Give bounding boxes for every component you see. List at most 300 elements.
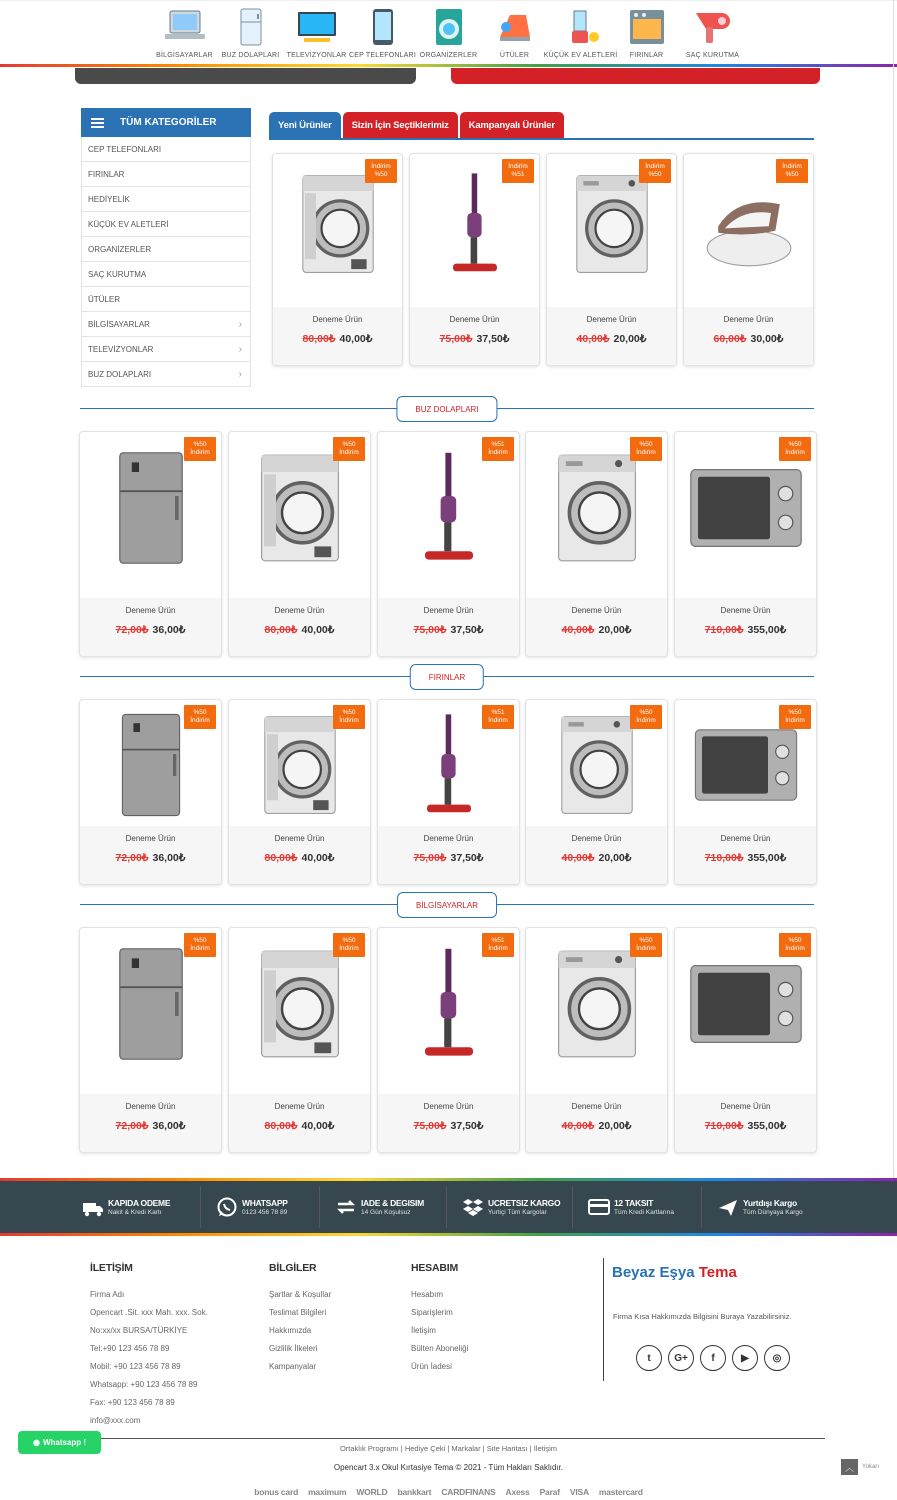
feature-text [108, 1198, 170, 1217]
category-8[interactable] [677, 1, 749, 66]
old-price: 75,00₺ [413, 852, 447, 864]
section-title-1 [80, 661, 814, 691]
product-prices [526, 852, 667, 864]
new-price: 40,00₺ [301, 852, 335, 864]
feature-5 [717, 1190, 803, 1224]
badge-line-2: İndirim [339, 945, 359, 952]
badge-line-1: %50 [342, 937, 356, 944]
new-price: 20,00₺ [613, 333, 647, 345]
old-price: 72,00₺ [115, 1120, 149, 1132]
sidebar-item-9[interactable] [81, 362, 251, 387]
feature-separator [446, 1186, 447, 1228]
feature-text [488, 1198, 560, 1217]
section-title-2 [80, 889, 814, 919]
sidebar-item-label: BUZ DOLAPLARI [88, 369, 152, 379]
product-info [526, 1094, 667, 1152]
sidebar-item-6[interactable] [81, 287, 251, 312]
product-name[interactable]: Deneme Ürün [125, 1102, 176, 1111]
footer-link[interactable]: Site Haritası [486, 1444, 528, 1453]
product-prices [80, 1120, 221, 1132]
product-name[interactable]: Deneme Ürün [720, 606, 771, 615]
section-pill[interactable]: FIRINLAR [410, 664, 484, 690]
product-name[interactable]: Deneme Ürün [571, 834, 622, 843]
feature-separator [701, 1186, 702, 1228]
product-prices [410, 333, 539, 345]
payment-logo: VISA [569, 1487, 589, 1497]
old-price: 75,00₺ [413, 624, 447, 636]
product-name[interactable]: Deneme Ürün [423, 1102, 474, 1111]
feature-4 [588, 1190, 674, 1224]
link-separator: | [445, 1444, 452, 1453]
category-label: BUZ DOLAPLARI [221, 52, 280, 59]
badge-line-1: %50 [639, 937, 653, 944]
new-price: 40,00₺ [339, 333, 373, 345]
new-price: 37,50₺ [450, 1120, 484, 1132]
discount-badge [630, 933, 662, 957]
badge-line-1: %50 [639, 709, 653, 716]
badge-line-1: %50 [639, 441, 653, 448]
badge-line-1: %50 [342, 441, 356, 448]
product-info [675, 826, 816, 884]
feature-subtitle: Tüm Kredi Kartlarına [614, 1208, 674, 1216]
payment-logo: Axess [505, 1487, 530, 1497]
new-price: 20,00₺ [598, 1120, 632, 1132]
footer-line[interactable]: Siparişlerim [411, 1308, 453, 1317]
badge-line-1: %50 [788, 441, 802, 448]
footer-link[interactable]: Ortaklık Programı [339, 1444, 399, 1453]
footer-line[interactable]: Hakkımızda [269, 1326, 312, 1335]
category-label: SAÇ KURUTMA [685, 52, 740, 59]
footer-line[interactable]: Hesabım [411, 1290, 444, 1299]
product-card[interactable] [674, 699, 817, 885]
product-name[interactable]: Deneme Ürün [720, 1102, 771, 1111]
sidebar-item-label: BİLGİSAYARLAR [88, 319, 150, 329]
whatsapp-button[interactable] [18, 1431, 101, 1454]
product-name[interactable]: Deneme Ürün [423, 606, 474, 615]
tab-underline [269, 138, 814, 140]
footer-link[interactable]: Hediye Çeki [404, 1444, 446, 1453]
product-prices [675, 1120, 816, 1132]
product-prices [684, 333, 813, 345]
footer-links [0, 1444, 897, 1453]
badge-line-2: İndirim [636, 717, 656, 724]
payment-logo: WORLD [356, 1487, 388, 1497]
old-price: 40,00₺ [561, 852, 595, 864]
product-info [378, 1094, 519, 1152]
product-image[interactable] [240, 448, 360, 568]
badge-line-2: İndirim [190, 449, 210, 456]
product-card[interactable] [377, 699, 520, 885]
new-price: 20,00₺ [598, 624, 632, 636]
sidebar-title: TÜM KATEGORİLER [120, 117, 217, 128]
badge-line-1: %50 [193, 709, 207, 716]
product-card[interactable] [79, 927, 222, 1153]
footer-contact-lines [90, 1286, 240, 1430]
old-price: 710,00₺ [704, 852, 744, 864]
product-info [229, 598, 370, 656]
badge-line-1: %50 [788, 937, 802, 944]
brand-part-2: Tema [698, 1264, 737, 1281]
badge-line-1: %51 [491, 937, 505, 944]
badge-line-2: İndirim [785, 449, 805, 456]
feature-subtitle: 14 Gün Koşulsuz [361, 1208, 411, 1216]
old-price: 75,00₺ [439, 333, 473, 345]
product-card[interactable] [683, 153, 814, 366]
product-card[interactable] [674, 927, 817, 1153]
slider-banner-left[interactable] [75, 68, 416, 84]
old-price: 40,00₺ [561, 624, 595, 636]
product-image[interactable] [686, 944, 806, 1064]
oven-icon [624, 7, 670, 47]
sidebar-item-label: KÜÇÜK EV ALETLERİ [88, 219, 169, 229]
badge-line-1: %51 [491, 709, 505, 716]
badge-line-2: %50 [648, 171, 662, 178]
footer-contact-title: İLETİŞİM [90, 1262, 133, 1274]
phone-icon [360, 7, 406, 47]
category-1[interactable] [215, 1, 287, 66]
badge-line-2: İndirim [339, 449, 359, 456]
product-info [378, 598, 519, 656]
chevron-up-icon: ︿ [841, 1459, 858, 1475]
fridge-icon [228, 7, 274, 47]
new-price: 355,00₺ [747, 624, 787, 636]
feature-subtitle: Nakit & Kredi Kartı [108, 1208, 162, 1216]
product-image[interactable] [389, 448, 509, 568]
badge-line-2: İndirim [488, 717, 508, 724]
product-name[interactable]: Deneme Ürün [274, 606, 325, 615]
features-strip [0, 1178, 897, 1236]
product-image[interactable] [91, 448, 211, 568]
product-card[interactable] [377, 927, 520, 1153]
return-icon [335, 1196, 357, 1218]
truck-icon [82, 1196, 104, 1218]
social-button-1[interactable] [668, 1345, 694, 1371]
old-price: 80,00₺ [302, 333, 336, 345]
whatsapp-label: Whatsapp ! [42, 1438, 87, 1447]
category-label: BİLGİSAYARLAR [156, 52, 213, 59]
sidebar-item-2[interactable] [81, 187, 251, 212]
footer-line[interactable]: Teslimat Bilgileri [269, 1308, 327, 1317]
category-0[interactable] [149, 1, 221, 66]
badge-line-2: İndirim [190, 945, 210, 952]
product-image[interactable] [91, 944, 211, 1064]
product-card[interactable] [272, 153, 403, 366]
social-links [636, 1345, 790, 1371]
sidebar-item-7[interactable] [81, 312, 251, 337]
product-card[interactable] [228, 431, 371, 657]
product-card[interactable] [525, 927, 668, 1153]
badge-line-1: İndirim [782, 163, 802, 170]
footer-vertical-divider [603, 1258, 604, 1381]
category-label: ORGANİZERLER [419, 52, 478, 59]
footer-divider [80, 1438, 825, 1439]
product-name[interactable]: Deneme Ürün [586, 315, 637, 324]
feature-subtitle: 0123 456 78 89 [242, 1208, 288, 1216]
footer-line[interactable]: Gizlilik İlkeleri [269, 1344, 318, 1353]
rainbow-divider [0, 64, 897, 67]
footer-line[interactable]: İletişim [411, 1326, 436, 1335]
new-price: 20,00₺ [598, 852, 632, 864]
payment-logo: bonus card [254, 1487, 299, 1497]
payment-logo: mastercard [598, 1487, 643, 1497]
product-name[interactable]: Deneme Ürün [423, 834, 474, 843]
product-info [80, 1094, 221, 1152]
credit-card-icon [588, 1196, 610, 1218]
sidebar-item-label: CEP TELEFONLARI [88, 144, 162, 154]
brand-part-1: Beyaz Eşya [612, 1264, 695, 1281]
discount-badge [482, 933, 514, 957]
product-card[interactable] [409, 153, 540, 366]
product-prices [675, 624, 816, 636]
feature-3 [462, 1190, 560, 1224]
whatsapp-icon: ◉ [32, 1438, 40, 1447]
feature-separator [200, 1186, 201, 1228]
scroll-top[interactable] [841, 1459, 879, 1475]
twitter-icon: t [647, 1352, 651, 1364]
badge-line-2: %50 [785, 171, 799, 178]
footer-line[interactable]: Şartlar & Koşullar [269, 1290, 332, 1299]
new-price: 355,00₺ [747, 1120, 787, 1132]
feature-separator [319, 1186, 320, 1228]
social-button-0[interactable] [636, 1345, 662, 1371]
feature-title: 12 TAKSIT [614, 1197, 654, 1208]
product-name[interactable]: Deneme Ürün [449, 315, 500, 324]
feature-title: WHATSAPP [242, 1197, 288, 1208]
feature-subtitle: Yurtiçi Tüm Kargolar [488, 1208, 547, 1216]
product-image[interactable] [283, 169, 393, 279]
instagram-icon: ◎ [772, 1352, 782, 1364]
sidebar-item-0[interactable] [81, 137, 251, 162]
new-price: 355,00₺ [747, 852, 787, 864]
category-sidebar [81, 108, 251, 387]
old-price: 72,00₺ [115, 624, 149, 636]
product-image[interactable] [537, 944, 657, 1064]
badge-line-2: %50 [374, 171, 388, 178]
product-image[interactable] [240, 944, 360, 1064]
dropbox-icon [462, 1196, 484, 1218]
footer-line[interactable]: Ürün İadesi [411, 1362, 452, 1371]
new-price: 36,00₺ [152, 1120, 186, 1132]
discount-badge [184, 437, 216, 461]
hairdryer-icon [690, 7, 736, 47]
payment-logo: Paraf [539, 1487, 560, 1497]
footer-link[interactable]: İletişim [533, 1444, 558, 1453]
badge-line-1: %50 [193, 441, 207, 448]
section-pill[interactable]: BİLGİSAYARLAR [397, 892, 497, 918]
product-name[interactable]: Deneme Ürün [274, 1102, 325, 1111]
category-5[interactable] [479, 1, 551, 66]
sidebar-list [81, 137, 251, 387]
product-info [684, 307, 813, 365]
product-info [410, 307, 539, 365]
badge-line-1: İndirim [371, 163, 391, 170]
product-info [378, 826, 519, 884]
product-image[interactable] [694, 169, 804, 279]
feature-text [614, 1198, 674, 1217]
product-name[interactable]: Deneme Ürün [125, 834, 176, 843]
chevron-right-icon: › [238, 368, 242, 380]
badge-line-1: İndirim [645, 163, 665, 170]
footer-link[interactable]: Markalar [451, 1444, 481, 1453]
product-name[interactable]: Deneme Ürün [312, 315, 363, 324]
category-4[interactable] [413, 1, 485, 66]
feature-separator [572, 1186, 573, 1228]
product-prices [229, 1120, 370, 1132]
discount-badge [184, 933, 216, 957]
new-price: 40,00₺ [301, 624, 335, 636]
menu-icon [91, 118, 104, 128]
sidebar-header[interactable] [81, 108, 251, 137]
sidebar-item-5[interactable] [81, 262, 251, 287]
product-image[interactable] [686, 448, 806, 568]
payment-logos [0, 1487, 897, 1497]
product-image[interactable] [557, 169, 667, 279]
discount-badge [630, 437, 662, 461]
discount-badge [365, 159, 397, 183]
discount-badge [779, 705, 811, 729]
tab-1[interactable]: Sizin İçin Seçtiklerimiz [343, 112, 458, 139]
discount-badge [639, 159, 671, 183]
discount-badge [776, 159, 808, 183]
footer-line: Opencart .Sit. xxx Mah. xxx. Sok. [90, 1308, 208, 1317]
product-image[interactable] [420, 169, 530, 279]
product-prices [80, 852, 221, 864]
category-2[interactable] [281, 1, 353, 66]
sidebar-item-1[interactable] [81, 162, 251, 187]
badge-line-1: İndirim [508, 163, 528, 170]
footer-line[interactable]: Kampanyalar [269, 1362, 317, 1371]
sidebar-item-label: TELEVİZYONLAR [88, 344, 154, 354]
feature-2 [335, 1190, 424, 1224]
product-prices [526, 1120, 667, 1132]
product-card[interactable] [546, 153, 677, 366]
old-price: 72,00₺ [115, 852, 149, 864]
footer-line: info@xxx.com [90, 1416, 141, 1425]
social-button-4[interactable] [764, 1345, 790, 1371]
feature-title: UCRETSIZ KARGO [488, 1197, 561, 1208]
discount-badge [333, 705, 365, 729]
product-info [675, 1094, 816, 1152]
social-button-2[interactable] [700, 1345, 726, 1371]
footer-line: Whatsapp: +90 123 456 78 89 [90, 1380, 198, 1389]
product-image[interactable] [389, 944, 509, 1064]
feature-title: IADE & DEGISIM [361, 1197, 424, 1208]
product-prices [229, 852, 370, 864]
old-price: 80,00₺ [264, 1120, 298, 1132]
old-price: 710,00₺ [704, 624, 744, 636]
product-info [547, 307, 676, 365]
sidebar-item-3[interactable] [81, 212, 251, 237]
category-6[interactable] [545, 1, 617, 66]
footer-line: Firma Adı [90, 1290, 125, 1299]
tab-2[interactable]: Kampanyalı Ürünler [460, 112, 564, 139]
footer-account-lines [411, 1286, 541, 1376]
footer-line: Tel:+90 123 456 78 89 [90, 1344, 170, 1353]
iron-icon [492, 7, 538, 47]
product-card[interactable] [674, 431, 817, 657]
tab-0[interactable]: Yeni Ürünler [269, 112, 341, 139]
category-label: ÜTÜLER [499, 52, 530, 59]
product-name[interactable]: Deneme Ürün [571, 606, 622, 615]
features-top-stripe [0, 1178, 897, 1181]
product-name[interactable]: Deneme Ürün [571, 1102, 622, 1111]
badge-line-1: %51 [491, 441, 505, 448]
features-bottom-stripe [0, 1233, 897, 1236]
laptop-icon [162, 7, 208, 47]
link-separator: | [398, 1444, 405, 1453]
tv-icon [294, 7, 340, 47]
product-card[interactable] [228, 699, 371, 885]
product-tabs [269, 112, 564, 139]
product-info [229, 1094, 370, 1152]
old-price: 80,00₺ [264, 624, 298, 636]
discount-badge [482, 705, 514, 729]
product-info [80, 598, 221, 656]
discount-badge [482, 437, 514, 461]
badge-line-2: İndirim [636, 945, 656, 952]
old-price: 80,00₺ [264, 852, 298, 864]
feature-text [743, 1198, 803, 1217]
brand-description: Firma Kısa Hakkımızda Bilgisini Buraya Yazabilirsiniz. [613, 1312, 792, 1321]
discount-badge [333, 437, 365, 461]
feature-title: KAPIDA ODEME [108, 1197, 171, 1208]
product-card[interactable] [79, 431, 222, 657]
product-name[interactable]: Deneme Ürün [125, 606, 176, 615]
old-price: 40,00₺ [576, 333, 610, 345]
new-price: 37,50₺ [450, 624, 484, 636]
link-separator: | [527, 1444, 534, 1453]
social-button-3[interactable] [732, 1345, 758, 1371]
feature-title: Yurtdışı Kargo [743, 1197, 797, 1208]
footer-line[interactable]: Bülten Aboneliği [411, 1344, 469, 1353]
page-border [893, 0, 894, 1180]
sidebar-item-8[interactable] [81, 337, 251, 362]
slider-banner-right[interactable] [451, 68, 820, 84]
discount-badge [502, 159, 534, 183]
feature-1 [216, 1190, 288, 1224]
category-3[interactable] [347, 1, 419, 66]
category-label: KÜÇÜK EV ALETLERİ [543, 52, 618, 59]
new-price: 37,50₺ [450, 852, 484, 864]
badge-line-2: İndirim [636, 449, 656, 456]
footer-info-title: BİLGİLER [269, 1262, 317, 1274]
product-image[interactable] [537, 448, 657, 568]
badge-line-2: İndirim [785, 945, 805, 952]
category-label: FIRINLAR [629, 52, 664, 59]
category-icon-bar [0, 0, 897, 66]
sidebar-item-4[interactable] [81, 237, 251, 262]
product-prices [378, 624, 519, 636]
product-name[interactable]: Deneme Ürün [274, 834, 325, 843]
product-card[interactable] [525, 431, 668, 657]
product-name[interactable]: Deneme Ürün [723, 315, 774, 324]
product-card[interactable] [228, 927, 371, 1153]
product-card[interactable] [525, 699, 668, 885]
feature-subtitle: Tüm Dünyaya Kargo [743, 1208, 803, 1216]
old-price: 40,00₺ [561, 1120, 595, 1132]
badge-line-2: İndirim [488, 449, 508, 456]
product-card[interactable] [79, 699, 222, 885]
section-pill[interactable]: BUZ DOLAPLARI [396, 396, 497, 422]
product-name[interactable]: Deneme Ürün [720, 834, 771, 843]
product-prices [526, 624, 667, 636]
sidebar-item-label: ÜTÜLER [88, 294, 121, 304]
product-card[interactable] [377, 431, 520, 657]
category-7[interactable] [611, 1, 683, 66]
badge-line-1: %50 [788, 709, 802, 716]
chevron-right-icon: › [238, 318, 242, 330]
product-prices [675, 852, 816, 864]
